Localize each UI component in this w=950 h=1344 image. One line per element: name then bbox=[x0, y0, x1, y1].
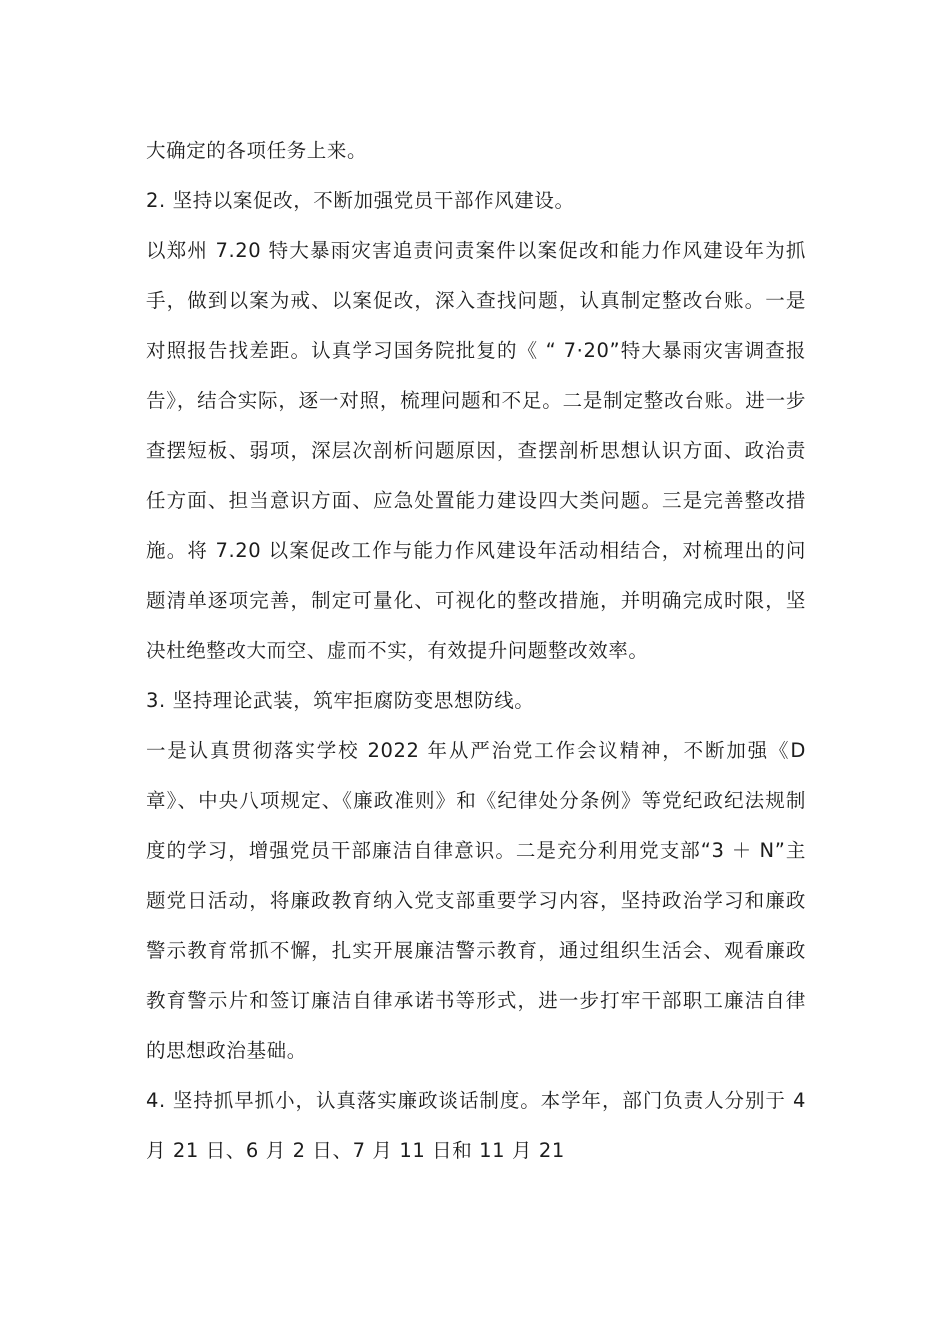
document-body bbox=[146, 126, 806, 1176]
paragraph-section-4: 4. 坚持抓早抓小，认真落实廉政谈话制度。本学年，部门负责人分别于 4 月 21 日、6 月 2 日、7 月 11 日和 11 月 21 bbox=[146, 1089, 806, 1162]
paragraph-section-2: 以郑州 7.20 特大暴雨灾害追责问责案件以案促改和能力作风建设年为抓手，做到以案为戒、以案促改，深入查找问题，认真制定整改台账。一是对照报告找差距。认真学习国务院批复的《 “ 7·20”特大暴雨灾害调查报告》，结合实际，逐一对照，梳理问题和不足。二是制定整改台账。进一步查摆短板、弱项，深层次剖析问题原因，查摆剖析思想认识方面、政治责任方面、担当意识方面、应急处置能力建设四大类问题。三是完善整改措施。将 7.20 以案促改工作与能力作风建设年活动相结合，对梳理出的问题清单逐项完善，制定可量化、可视化的整改措施，并明确完成时限，坚决杜绝整改大而空、虚而不实，有效提升问题整改效率。 bbox=[146, 239, 806, 662]
paragraph-continuation: 大确定的各项任务上来。 bbox=[146, 139, 368, 162]
paragraph-section-3: 一是认真贯彻落实学校 2022 年从严治党工作会议精神，不断加强《D 章》、中央八项规定、《廉政准则》和《纪律处分条例》等党纪政纪法规制度的学习，增强党员干部廉洁自律意识。二是充分利用党支部“3 ＋ N”主题党日活动，将廉政教育纳入党支部重要学习内容，坚持政治学习和廉政警示教育常抓不懈，扎实开展廉洁警示教育，通过组织生活会、观看廉政教育警示片和签订廉洁自律承诺书等形式，进一步打牢干部职工廉洁自律的思想政治基础。 bbox=[146, 739, 806, 1062]
section-heading-3: 3. 坚持理论武装，筑牢拒腐防变思想防线。 bbox=[146, 689, 535, 712]
section-heading-2: 2. 坚持以案促改，不断加强党员干部作风建设。 bbox=[146, 189, 575, 212]
